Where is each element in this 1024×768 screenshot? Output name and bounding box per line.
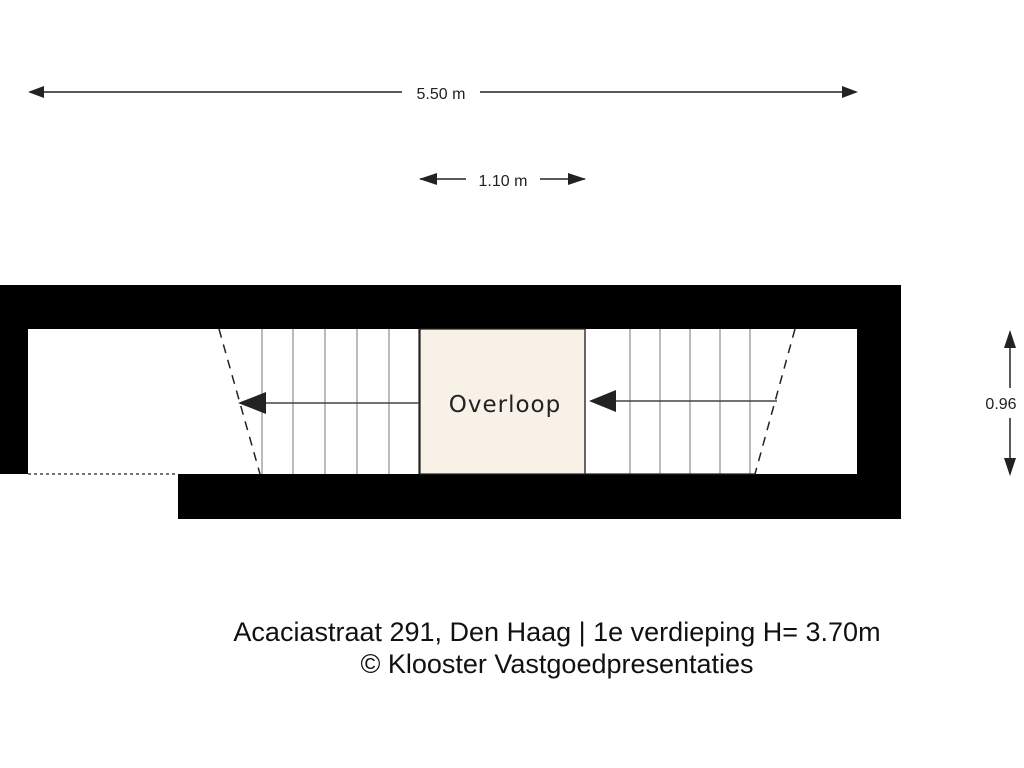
total-width-label: 5.50 m	[416, 86, 466, 103]
arrow-left-icon	[28, 86, 44, 98]
stair-direction-arrow-icon	[589, 390, 616, 412]
landing-label: Overloop	[448, 392, 562, 418]
arrow-right-icon	[568, 173, 586, 185]
depth-label: 0.96	[985, 396, 1017, 413]
stair-width-dimension	[419, 173, 586, 190]
caption-address: Acaciastraat 291, Den Haag | 1e verdieping H= 3.70m	[233, 617, 881, 647]
arrow-down-icon	[1004, 458, 1016, 476]
arrow-right-icon	[842, 86, 858, 98]
depth-dimension	[985, 330, 1016, 476]
arrow-up-icon	[1004, 330, 1016, 348]
right-staircase	[585, 329, 795, 474]
left-staircase	[219, 329, 419, 474]
caption-copyright: © Klooster Vastgoedpresentaties	[360, 649, 754, 679]
arrow-left-icon	[419, 173, 437, 185]
stair-width-label: 1.10 m	[478, 173, 528, 190]
total-width-dimension	[28, 86, 858, 103]
